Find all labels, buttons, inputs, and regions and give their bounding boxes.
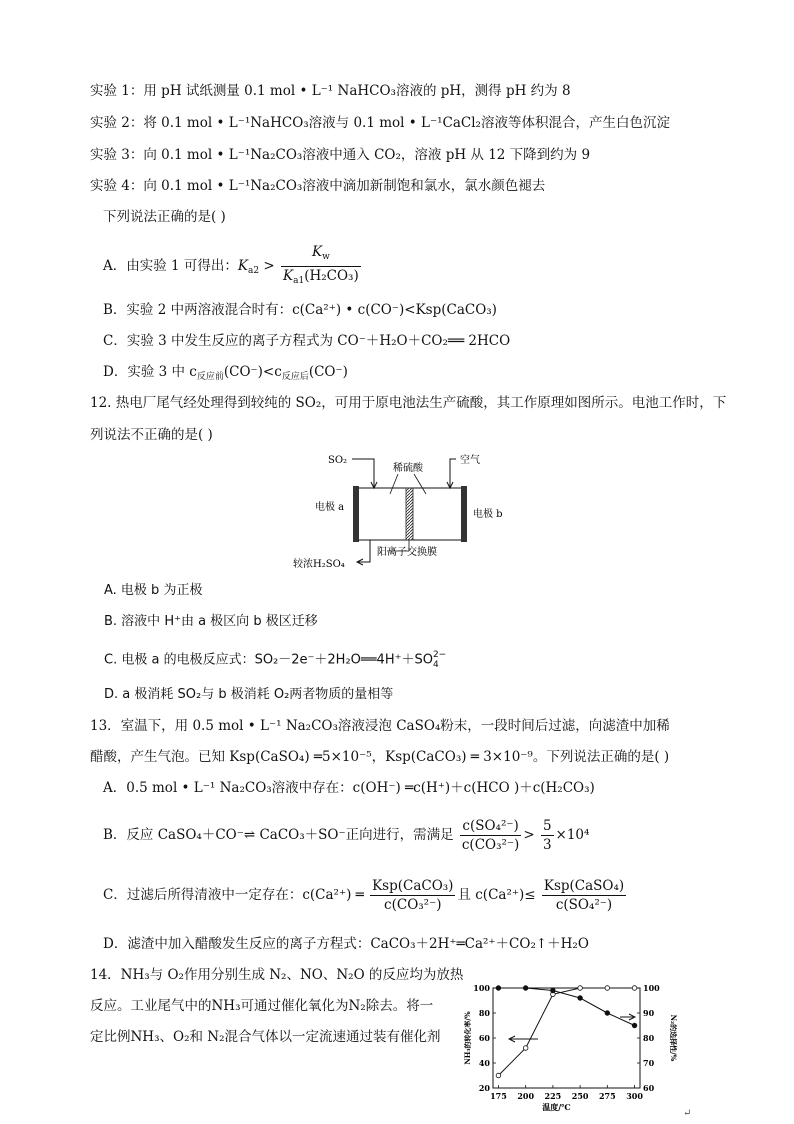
- series-1-point: [496, 986, 501, 991]
- q11-d-sub2: 反应后: [281, 372, 309, 382]
- y-left-axis-label: NH₃的转化率/%: [463, 1011, 472, 1065]
- dilute-acid-pointer-right: [414, 474, 426, 494]
- q13-b-ratio: [460, 817, 521, 854]
- q13-c-prefix: C．过滤后所得清液中一定存在：c(Ca²⁺) ═: [103, 887, 364, 903]
- y-right-tick-label: 100: [643, 983, 660, 993]
- q13-c-frac1: [370, 877, 455, 914]
- q12-c-text: C. 电极 a 的电极反应式：SO₂－2e⁻＋2H₂O══4H⁺＋SO: [104, 652, 433, 668]
- series-0-point: [632, 986, 637, 991]
- q14-line3: 定比例NH₃、O₂和 N₂混合气体以一定流速通过装有催化剂: [90, 1029, 441, 1045]
- q13-option-c: [103, 874, 628, 916]
- q13-c-mid: 且 c(Ca²⁺)≤: [457, 887, 536, 903]
- q13-b-gt: >: [523, 827, 535, 843]
- series-1-point: [632, 1023, 637, 1028]
- x-tick-label: 175: [490, 1091, 507, 1101]
- q11-option-d: [103, 362, 348, 387]
- y-right-tick-label: 80: [643, 1033, 655, 1043]
- series-0-line: [498, 988, 634, 1076]
- y-left-tick-label: 80: [478, 1008, 490, 1018]
- q11-d-prefix: D．实验 3 中 c: [103, 364, 197, 380]
- q11-a-den-tail: (H₂CO₃): [304, 268, 359, 284]
- y-right-tick-label: 90: [643, 1008, 655, 1018]
- q13-c-num2: Ksp(CaSO₄): [543, 878, 625, 894]
- q11-a-num: K: [311, 244, 323, 260]
- y-right-axis-label: N₂的选择性/%: [669, 1014, 678, 1062]
- q11-a-den-sub: a1: [293, 276, 305, 286]
- x-tick-label: 300: [626, 1091, 643, 1101]
- q13-b-prefix: B．反应 CaSO₄＋CO⁻⇌ CaCO₃＋SO⁻正向进行，需满足: [103, 827, 454, 843]
- q11-a-lhs: K: [237, 258, 249, 274]
- q13-b-fden: 3: [542, 837, 552, 853]
- series-0-point: [496, 1073, 501, 1078]
- label-electrode-b: 电极 b: [473, 509, 503, 520]
- experiment-2: 实验 2：将 0.1 mol • L⁻¹NaHCO₃溶液与 0.1 mol • L⁻¹CaCl₂溶液等体积混合，产生白色沉淀: [90, 115, 670, 131]
- q11-a-lhs-sub: a2: [248, 266, 260, 276]
- q13-stem-line1: 13．室温下，用 0.5 mol • L⁻¹ Na₂CO₃溶液浸泡 CaSO₄粉末，一段时间后过滤，向滤渣中加稀: [90, 718, 670, 734]
- q13-b-num: c(SO₄²⁻): [460, 817, 521, 836]
- q11-option-b: B．实验 2 中两溶液混合时有：c(Ca²⁺) • c(CO⁻)<Ksp(CaCO₃): [103, 302, 497, 318]
- q13-c-frac2: [542, 877, 626, 914]
- q13-b-fnum: 5: [542, 818, 552, 834]
- q12-option-a: A. 电极 b 为正极: [104, 583, 203, 598]
- q14-line2: 反应。工业尾气中的NH₃可通过催化氧化为N₂除去。将一: [90, 998, 434, 1014]
- q11-d-tail: (CO⁻): [308, 364, 348, 380]
- plot-frame: [493, 988, 640, 1088]
- label-dilute-acid: 稀硫酸: [393, 463, 423, 474]
- label-so2: SO₂: [328, 455, 348, 466]
- q13-b-five-thirds: [541, 817, 554, 854]
- q13-b-den: c(CO₃²⁻): [461, 837, 520, 853]
- q11-a-num-sub: w: [322, 252, 330, 262]
- x-tick-label: 250: [571, 1091, 589, 1101]
- series-0-point: [578, 986, 583, 991]
- label-air: 空气: [460, 455, 480, 466]
- q14-line1: 14．NH₃与 O₂作用分别生成 N₂、NO、N₂O 的反应均为放热: [90, 967, 464, 983]
- electrode-a-plate: [353, 486, 359, 542]
- series-1-line: [498, 988, 634, 1026]
- q11-d-mid: (CO⁻)<c: [223, 364, 282, 380]
- experiment-4: 实验 4：向 0.1 mol • L⁻¹Na₂CO₃溶液中滴加新制饱和氯水，氯水颜色褪去: [90, 178, 546, 194]
- dilute-acid-pointer-left: [390, 474, 398, 494]
- q13-c-den1: c(CO₃²⁻): [384, 897, 442, 913]
- q11-a-prefix: A．由实验 1 可得出：: [103, 258, 238, 274]
- q11-a-fraction: [281, 243, 361, 290]
- y-right-tick-label: 60: [643, 1083, 655, 1093]
- y-left-tick-label: 40: [478, 1058, 490, 1068]
- q11-option-c: C．实验 3 中发生反应的离子方程式为 CO⁻＋H₂O＋CO₂══ 2HCO: [103, 333, 511, 349]
- q13-stem-line2: 醋酸，产生气泡。已知 Ksp(CaSO₄) ═5×10⁻⁵，Ksp(CaCO₃) ═ 3×10⁻⁹。下列说法正确的是( ): [90, 749, 670, 765]
- q12-option-c: [104, 650, 446, 671]
- y-left-tick-label: 60: [478, 1033, 490, 1043]
- q11-option-a: A．由实验 1 可得出：$K_{a2}$ > $\frac{K_w}{K_{a1}(H_2CO_3)}$: [103, 243, 363, 291]
- q13-c-den2: c(SO₄²⁻): [555, 897, 613, 913]
- q12-stem-line1: 12. 热电厂尾气经处理得到较纯的 SO₂，可用于原电池法生产硫酸，其工作原理如图所示。电池工作时，下: [90, 395, 727, 411]
- q13-b-tail: ×10⁴: [555, 827, 590, 843]
- y-left-tick-label: 20: [478, 1083, 490, 1093]
- q14-chart: [460, 980, 682, 1115]
- label-membrane: 阳离子交换膜: [377, 547, 437, 558]
- q12-option-d: D. a 极消耗 SO₂与 b 极消耗 O₂两者物质的量相等: [104, 687, 394, 702]
- label-conc-acid: 较浓H₂SO₄: [293, 559, 345, 570]
- q11-stem: 下列说法正确的是( ): [103, 209, 226, 225]
- experiment-3: 实验 3：向 0.1 mol • L⁻¹Na₂CO₃溶液中通入 CO₂，溶液 pH 从 12 下降到约为 9: [90, 147, 591, 163]
- q13-option-a: A．0.5 mol • L⁻¹ Na₂CO₃溶液中存在：c(OH⁻) ═c(H⁺)＋c(HCO )＋c(H₂CO₃): [103, 780, 595, 796]
- label-electrode-a: 电极 a: [315, 502, 345, 513]
- series-1-point: [551, 988, 556, 993]
- series-1-point: [578, 996, 583, 1001]
- series-1-point: [523, 986, 528, 991]
- x-tick-label: 225: [544, 1091, 562, 1101]
- q12-option-b: B. 溶液中 H⁺由 a 极区向 b 极区迁移: [104, 614, 318, 629]
- series-0-point: [523, 1046, 528, 1051]
- air-inlet-pipe: [450, 459, 456, 488]
- q13-option-b: [103, 814, 589, 856]
- q12-c-sub: 4: [432, 660, 439, 670]
- x-axis-label: 温度/℃: [542, 1102, 571, 1112]
- electrode-b-plate: [461, 486, 467, 542]
- q11-a-den: K: [283, 268, 294, 284]
- q13-option-d: D．滤渣中加入醋酸发生反应的离子方程式：CaCO₃＋2H⁺═Ca²⁺＋CO₂↑＋H₂O: [103, 936, 589, 952]
- series-0-point: [605, 986, 610, 991]
- so2-inlet-pipe: [352, 459, 374, 488]
- q12-cell-diagram: [290, 448, 520, 573]
- q12-stem-line2: 列说法不正确的是( ): [90, 427, 213, 443]
- acid-outlet-pipe: [358, 540, 370, 562]
- y-right-tick-label: 70: [643, 1058, 655, 1068]
- q12-c-sup: 2−: [432, 650, 447, 660]
- q11-d-sub1: 反应前: [196, 372, 224, 382]
- end-mark: ↵: [683, 1108, 692, 1119]
- q13-c-num1: Ksp(CaCO₃): [372, 878, 454, 894]
- x-tick-label: 275: [598, 1091, 616, 1101]
- cation-exchange-membrane: [406, 488, 413, 540]
- y-left-tick-label: 100: [473, 983, 490, 993]
- series-1-point: [605, 1011, 610, 1016]
- experiment-1: 实验 1：用 pH 试纸测量 0.1 mol • L⁻¹ NaHCO₃溶液的 pH，测得 pH 约为 8: [90, 83, 571, 99]
- x-tick-label: 200: [517, 1091, 535, 1101]
